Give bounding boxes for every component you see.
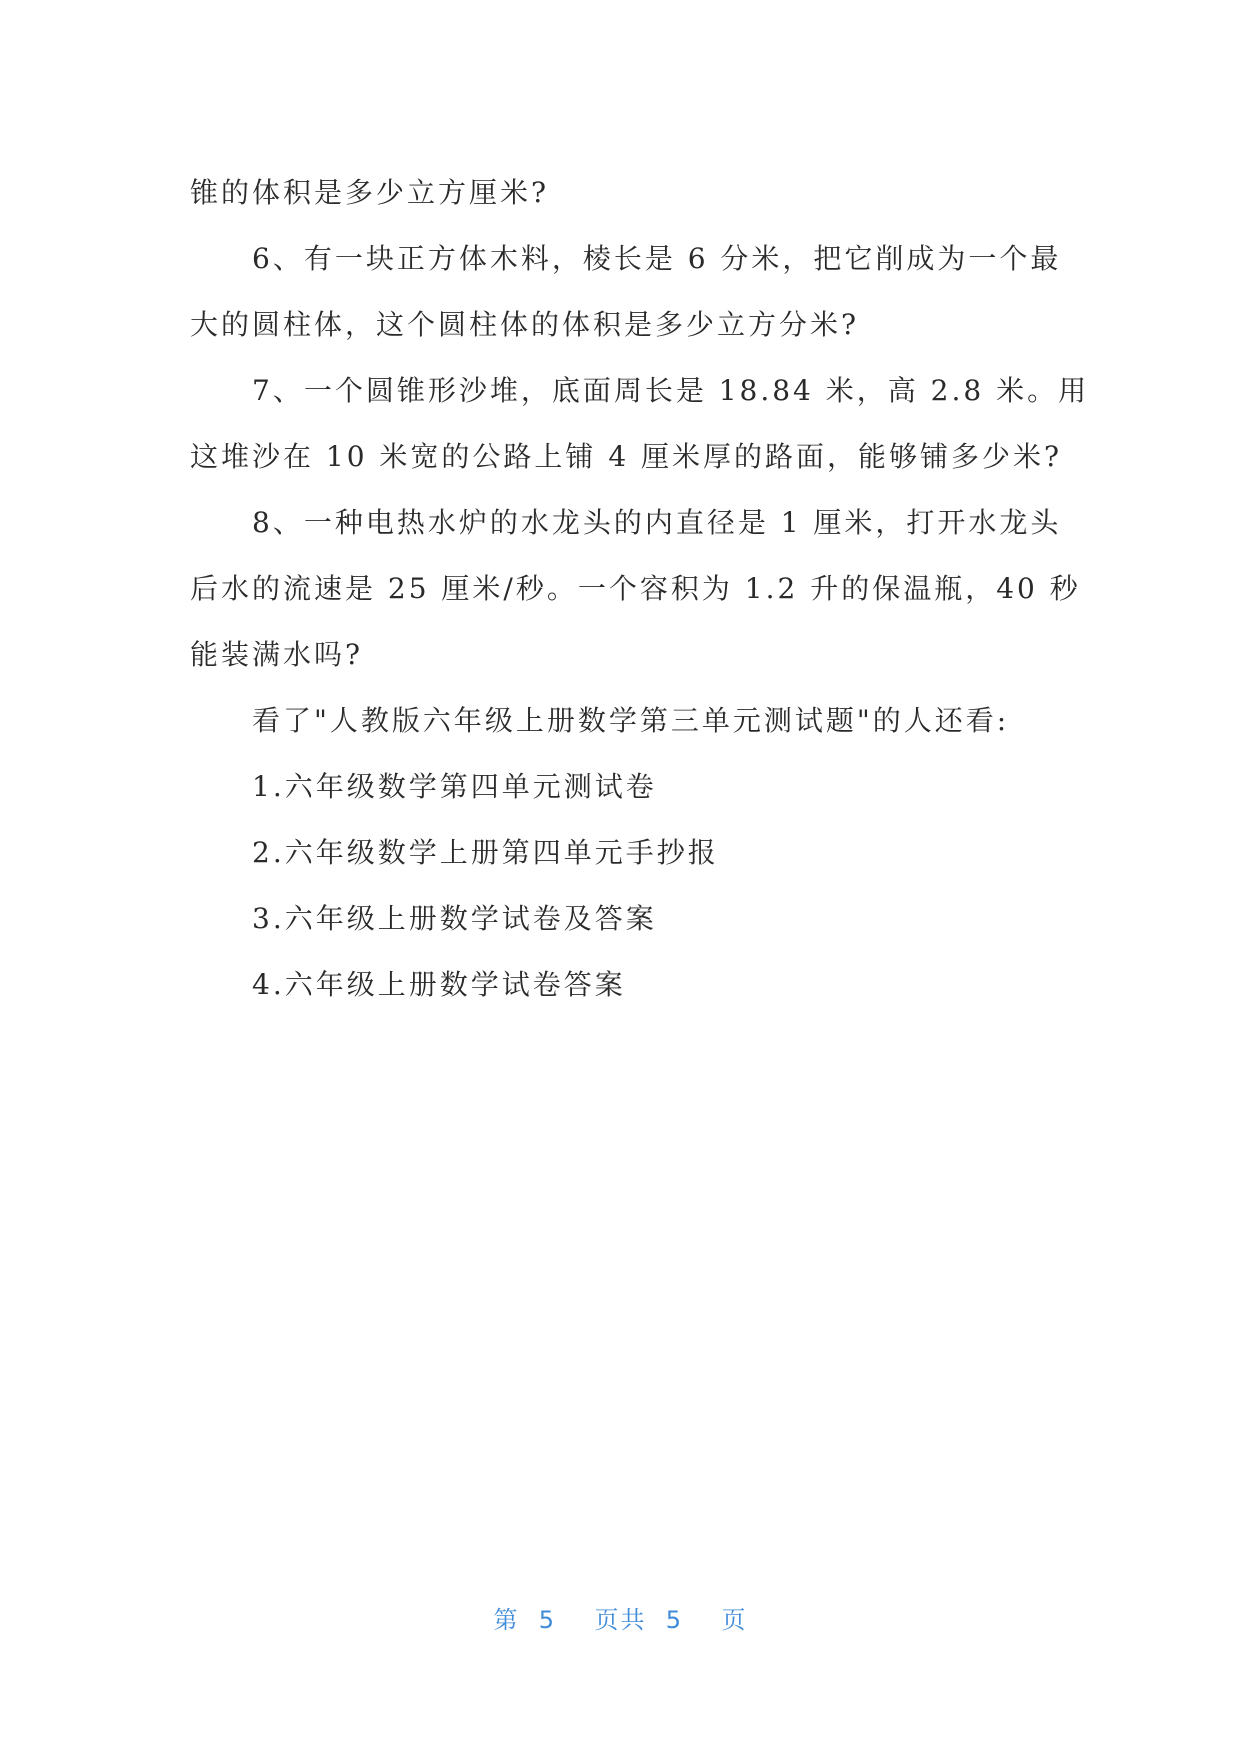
question-8-line-2: 后水的流速是 25 厘米/秒。一个容积为 1.2 升的保温瓶，40 秒	[190, 572, 1081, 605]
related-heading: 看了"人教版六年级上册数学第三单元测试题"的人还看:	[252, 704, 1010, 737]
question-7-line-1: 7、一个圆锥形沙堆，底面周长是 18.84 米，高 2.8 米。用	[252, 374, 1090, 407]
question-8-line-1: 8、一种电热水炉的水龙头的内直径是 1 厘米，打开水龙头	[252, 506, 1062, 539]
related-item: 3.六年级上册数学试卷及答案	[252, 902, 657, 935]
question-8-line-3: 能装满水吗?	[190, 638, 364, 671]
question-6-line-1: 6、有一块正方体木料，棱长是 6 分米，把它削成为一个最	[252, 242, 1062, 275]
related-item: 1.六年级数学第四单元测试卷	[252, 770, 657, 803]
question-6-line-2: 大的圆柱体，这个圆柱体的体积是多少立方分米?	[190, 308, 860, 341]
page-number-footer: 第 5 页共 5 页	[493, 1606, 748, 1634]
question-7-line-2: 这堆沙在 10 米宽的公路上铺 4 厘米厚的路面，能够铺多少米?	[190, 440, 1063, 473]
document-body	[190, 160, 1090, 1018]
paragraph-line: 锥的体积是多少立方厘米?	[190, 176, 550, 209]
related-item: 4.六年级上册数学试卷答案	[252, 968, 626, 1001]
related-item: 2.六年级数学上册第四单元手抄报	[252, 836, 719, 869]
